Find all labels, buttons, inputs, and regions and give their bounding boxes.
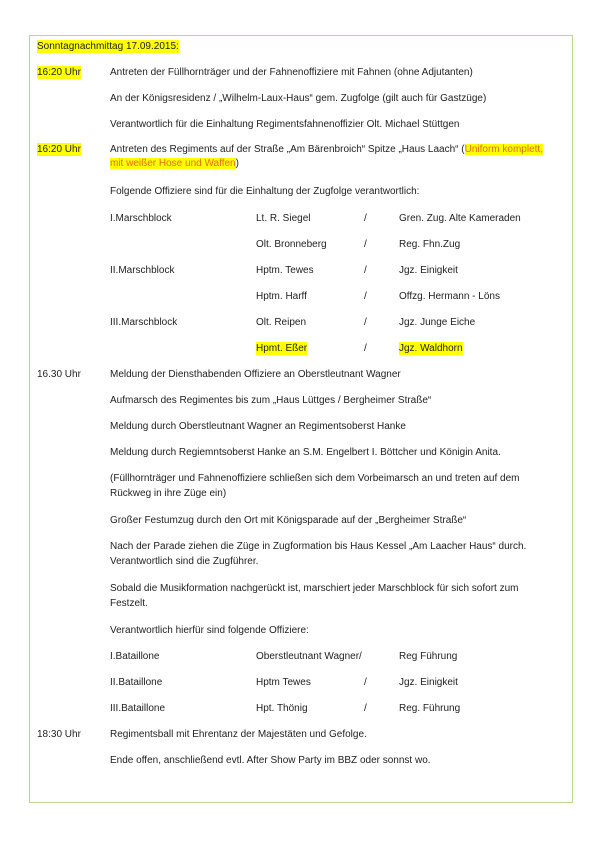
separator: / [364,703,367,714]
document-title: Sonntagnachmittag 17.09.2015: [37,41,179,52]
text-line: Verantwortlich hierfür sind folgende Offiziere: [110,625,309,636]
officer-name: Hptm. Tewes [256,265,314,276]
officer-name: Olt. Bronneberg [256,239,327,250]
officer-name: Hptm Tewes [256,677,311,688]
text-line: Nach der Parade ziehen die Züge in Zugformation bis Haus Kessel „Am Laacher Haus“ durch. [110,541,527,552]
text-line: mit weißer Hose und Waffen) [110,158,239,169]
unit-name: Reg Führung [399,651,458,662]
officer-name: Hpt. Thönig [256,703,308,714]
unit-name: Reg. Fhn.Zug [399,239,461,250]
block-label: III.Marschblock [110,317,178,328]
separator: / [364,265,367,276]
block-label: I.Bataillone [110,651,160,662]
unit-name: Jgz. Einigkeit [399,265,458,276]
officer-name: Hptm. Harff [256,291,307,302]
uniform-note: Uniform komplett, [464,144,543,155]
unit-name: Jgz. Junge Eiche [399,317,476,328]
unit-name: Jgz. Einigkeit [399,677,458,688]
time-label: 16:20 Uhr [37,67,81,78]
time-label: 16.30 Uhr [37,369,81,380]
block-label: II.Bataillone [110,677,163,688]
text-line: Ende offen, anschließend evtl. After Show Party im BBZ oder sonnst wo. [110,755,431,766]
text-line: Sobald die Musikformation nachgerückt ist, marschiert jeder Marschblock für sich sofort zum [110,583,519,594]
separator: / [364,677,367,688]
text-line: (Füllhornträger und Fahnenoffiziere schließen sich dem Vorbeimarsch an und treten auf dem [110,473,520,484]
officer-name: Lt. R. Siegel [256,213,311,224]
text-line: Regimentsball mit Ehrentanz der Majestäten und Gefolge. [110,729,367,740]
time-label: 16:20 Uhr [37,144,81,155]
block-label: III.Bataillone [110,703,166,714]
text-line: Meldung durch Regiemntsoberst Hanke an S.M. Engelbert I. Böttcher und Königin Anita. [110,447,501,458]
text-line: An der Königsresidenz / „Wilhelm-Laux-Haus“ gem. Zugfolge (gilt auch für Gastzüge) [110,93,487,104]
separator: / [364,291,367,302]
officer-name: Oberstleutnant Wagner/ [256,651,362,662]
unit-name: Jgz. Waldhorn [399,343,463,354]
time-label: 18:30 Uhr [37,729,81,740]
text-line: Verantwortlich sind die Zugführer. [110,556,259,567]
separator: / [364,317,367,328]
uniform-note: mit weißer Hose und Waffen [110,158,236,169]
text-line: Rückweg in ihre Züge ein) [110,488,227,499]
text-line: Verantwortlich für die Einhaltung Regimentsfahnenoffizier Olt. Michael Stüttgen [110,119,460,130]
block-label: II.Marschblock [110,265,175,276]
text-line: Großer Festumzug durch den Ort mit Königsparade auf der „Bergheimer Straße“ [110,515,467,526]
separator: / [364,343,367,354]
separator: / [364,213,367,224]
text-line: Festzelt. [110,598,148,609]
unit-name: Offzg. Hermann - Löns [399,291,500,302]
unit-name: Gren. Zug. Alte Kameraden [399,213,521,224]
unit-name: Reg. Führung [399,703,461,714]
text-line: Antreten des Regiments auf der Straße „Am Bärenbroich“ Spitze „Haus Laach“ (Uniform komplett, [110,144,543,155]
text-line: Meldung der Diensthabenden Offiziere an Oberstleutnant Wagner [110,369,401,380]
officer-name: Hpmt. Eßer [256,343,308,354]
text-line: Meldung durch Oberstleutnant Wagner an Regimentsoberst Hanke [110,421,406,432]
text-line: Aufmarsch des Regimentes bis zum „Haus Lüttges / Bergheimer Straße“ [110,395,432,406]
officer-name: Olt. Reipen [256,317,307,328]
block-label: I.Marschblock [110,213,172,224]
text-line: Folgende Offiziere sind für die Einhaltung der Zugfolge verantwortlich: [110,186,420,197]
text-line: Antreten der Füllhornträger und der Fahnenoffiziere mit Fahnen (ohne Adjutanten) [110,67,473,78]
separator: / [364,239,367,250]
